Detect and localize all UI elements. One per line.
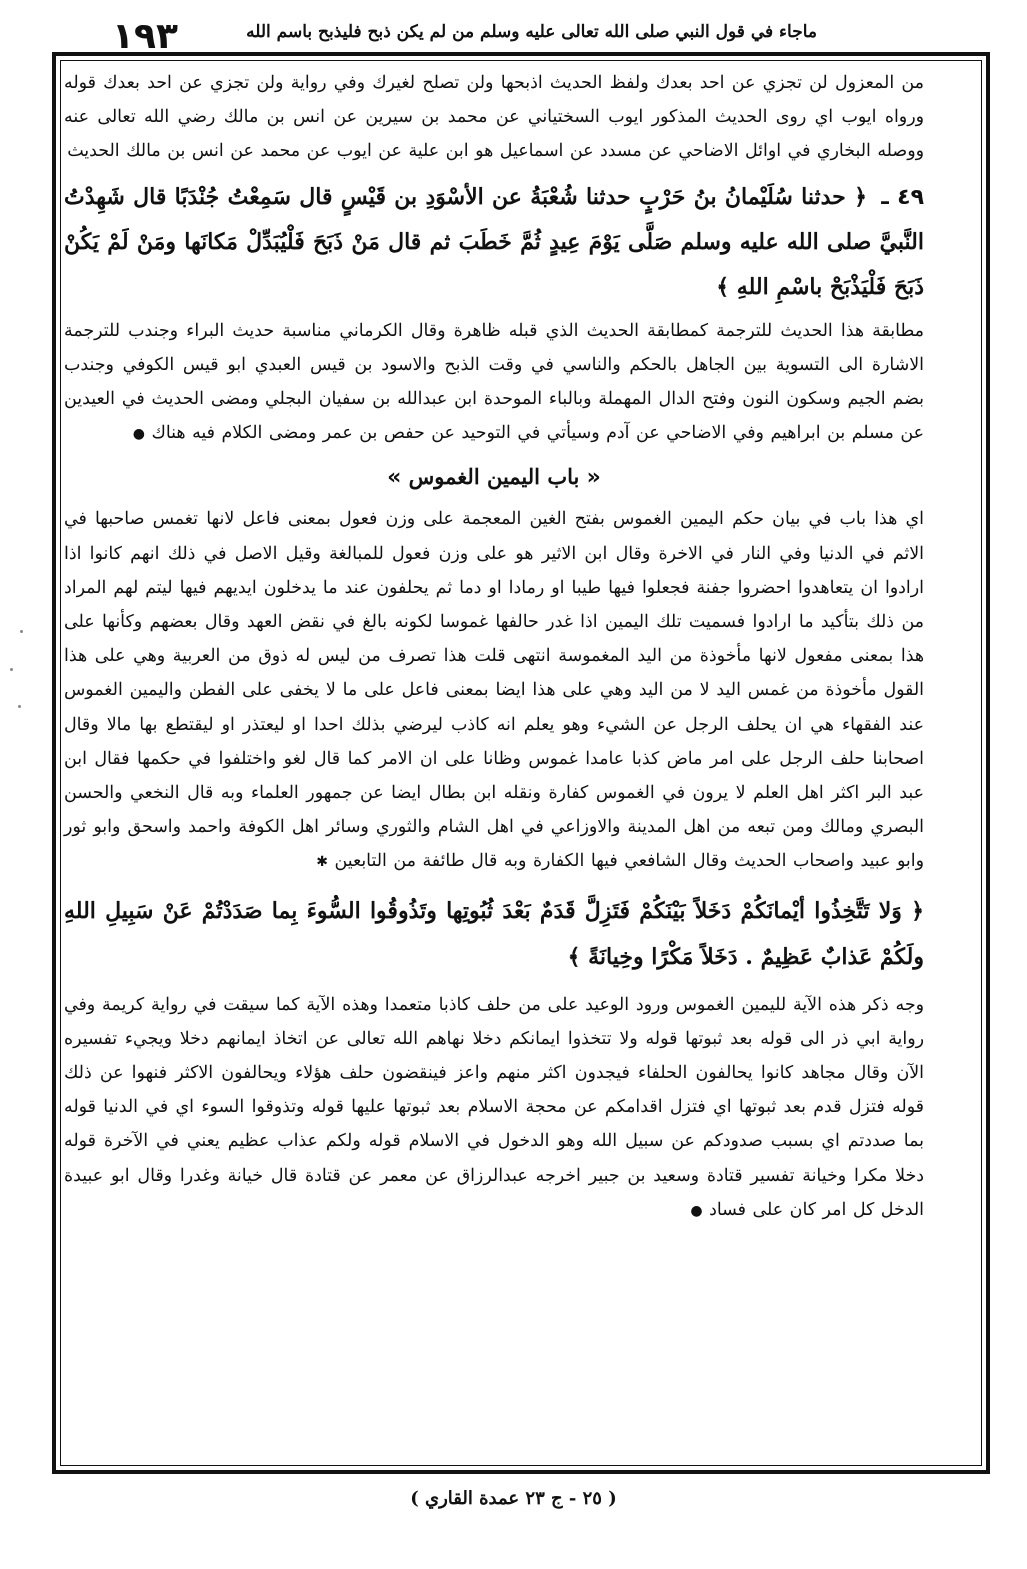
commentary-paragraph-4 [64,988,924,1228]
scan-speck [10,668,13,671]
end-mark-icon: ✱ [316,854,328,871]
page-body [64,66,924,1228]
ornament-left-icon: » [387,465,402,491]
commentary-paragraph-2-text: مطابقة هذا الحديث للترجمة كمطابقة الحديث الذي قبله ظاهرة وقال الكرماني مناسبة حديث البراء وجندب للترجمة الاشارة الى التسوية بين الجاهل بالحكم والناسي في وقت الذبح والاسود بن قيس العبدي ابو قيس الكوفي وجندب بضم الجيم وسكون النون وفتح الدال المهملة وبالباء الموحدة ابن عبدالله بن سفيان البجلي ومضى الحديث في العيدين عن مسلم بن ابراهيم وفي الاضاحي عن آدم وسيأتي في التوحيد عن حفص بن عمر ومضى الكلام فيه هناك [64,320,924,444]
running-title: ماجاء في قول النبي صلى الله تعالى عليه وسلم من لم يكن ذبح فليذبح باسم الله [246,22,817,42]
hadith-number: ٤٩ ـ [881,184,924,210]
quran-verse: ﴿ وَلا تَتَّخِذُوا أيْمانَكُمْ دَخَلاً بَيْنَكُمْ فَتَزِلَّ قَدَمٌ بَعْدَ ثُبُوتِها وتَذُوقُوا السُّوءَ بِما صَدَدْتُمْ عَنْ سَبِيلِ اللهِ ولَكُمْ عَذابٌ عَظِيمٌ . دَخَلاً مَكْرًا وخِيانَةً ﴾ [64,897,924,970]
end-mark-icon: ● [690,1202,703,1219]
ornament-right-icon: « [586,465,601,491]
scan-speck [20,630,23,633]
commentary-paragraph-1: من المعزول لن تجزي عن احد بعدك ولفظ الحديث اذبحها ولن تصلح لغيرك وفي رواية ولن تجزي عن احد بعدك قوله ورواه ايوب اي روى الحديث المذكور ايوب السختياني عن محمد بن سيرين عن انس بن مالك رضي الله تعالى عنه ووصله البخاري في اوائل الاضاحي عن مسدد عن اسماعيل هو ابن علية عن ايوب عن محمد عن انس بن مالك الحديث [64,73,924,162]
footer-signature: ( ٢٥ - ج ٢٣ عمدة القاري ) [410,1488,617,1509]
commentary-paragraph-3-text: اي هذا باب في بيان حكم اليمين الغموس بفتح الغين المعجمة على وزن فعول بمعنى فاعل لانها تغمس صاحبها في الاثم في الدنيا وفي النار في الاخرة وقال ابن الاثير هو على وزن فعول للمبالغة وقيل الاصل في ذلك انهم كانوا اذا ارادوا ان يتعاهدوا احضروا جفنة فجعلوا فيها طيبا او رمادا او دما ثم يحلفون عند ما يدخلون ايديهم فيها ليتم لهم المراد من ذلك بتأكيد ما ارادوا فسميت تلك اليمين اذا غدر حالفها غموسا لكونه بالغ في نقض العهد وقال بعضهم وكأنها على هذا بمعنى مفعول لانها مأخوذة من اليد المغموسة انتهى قلت هذا تصرف من ليس له ذوق من العربية وهي على هذا القول مأخوذة من غمس اليد لا من اليد وهي على هذا ايضا بمعنى فاعل على ما لا يخفى على الفطن واليمين الغموس عند الفقهاء هي ان يحلف الرجل عن الشيء وهو يعلم انه كاذب ليرضي بذلك احدا او ليعتذر او ليقتطع بها مالا وقال اصحابنا حلف الرجل على امر ماض كذبا عامدا غموس وظانا على ان الامر كما قال لغو واختلفوا في حكمها فقال ابن عبد البر اكثر اهل العلم لا يرون في الغموس كفارة ونقله ابن بطال ايضا عن جمهور العلماء وبه قال النخعي والحسن البصري ومالك ومن تبعه من اهل المدينة والاوزاعي في اهل الشام والثوري وسائر اهل الكوفة واحمد واسحق وابو ثور وابو عبيد واصحاب الحديث وقال الشافعي فيها الكفارة وبه قال طائفة من التابعين [64,509,924,872]
end-mark-icon: ● [132,426,145,443]
chapter-heading [64,457,924,498]
hadith-text: ﴿ حدثنا سُلَيْمانُ بنُ حَرْبٍ حدثنا شُعْبَةُ عن الأسْوَدِ بن قَيْسٍ قال سَمِعْتُ جُنْدَبًا قال شَهِدْتُ النَّبيَّ صلى الله عليه وسلم صَلَّى يَوْمَ عِيدٍ ثُمَّ خَطَبَ ثم قال مَنْ ذَبَحَ فَلْيُبَدِّلْ مَكانَها ومَنْ لَمْ يَكُنْ ذَبَحَ فَلْيَذْبَحْ باسْمِ اللهِ ﴾ [64,183,924,300]
commentary-paragraph-2 [64,314,924,452]
commentary-paragraph-4-text: وجه ذكر هذه الآية لليمين الغموس ورود الوعيد على من حلف كاذبا متعمدا وهذه الآية كما سيقت في رواية كريمة وفي رواية ابي ذر الى قوله بعد ثبوتها قوله ولا تتخذوا ايمانكم دخلا نهاهم الله تعالى عن اتخاذ ايمانهم دخلا ويجيء تفسيره الآن وقال مجاهد كانوا يحالفون الحلفاء فيجدون اكثر منهم واعز فينقضون حلف هؤلاء ويحالفون الاكثر فنهوا عن ذلك قوله فتزل قدم بعد ثبوتها اي فتزل اقدامكم عن محجة الاسلام بعد ثبوتها عليها قوله وتذوقوا السوء اي في الدنيا قوله بما صددتم اي بسبب صدودكم عن سبيل الله وهو الدخول في الاسلام قوله ولكم عذاب عظيم يعني في الآخرة قوله دخلا مكرا وخيانة تفسير قتادة وسعيد بن جبير اخرجه عبدالرزاق عن معمر عن قتادة قال خيانة وغدرا وقال ابو عبيدة الدخل كل امر كان على فساد [64,994,924,1220]
chapter-title: باب اليمين الغموس [408,464,580,490]
scan-speck [18,705,21,708]
page-number: ١٩٣ [112,16,178,57]
commentary-paragraph-3 [64,502,924,879]
hadith-block [64,175,924,310]
